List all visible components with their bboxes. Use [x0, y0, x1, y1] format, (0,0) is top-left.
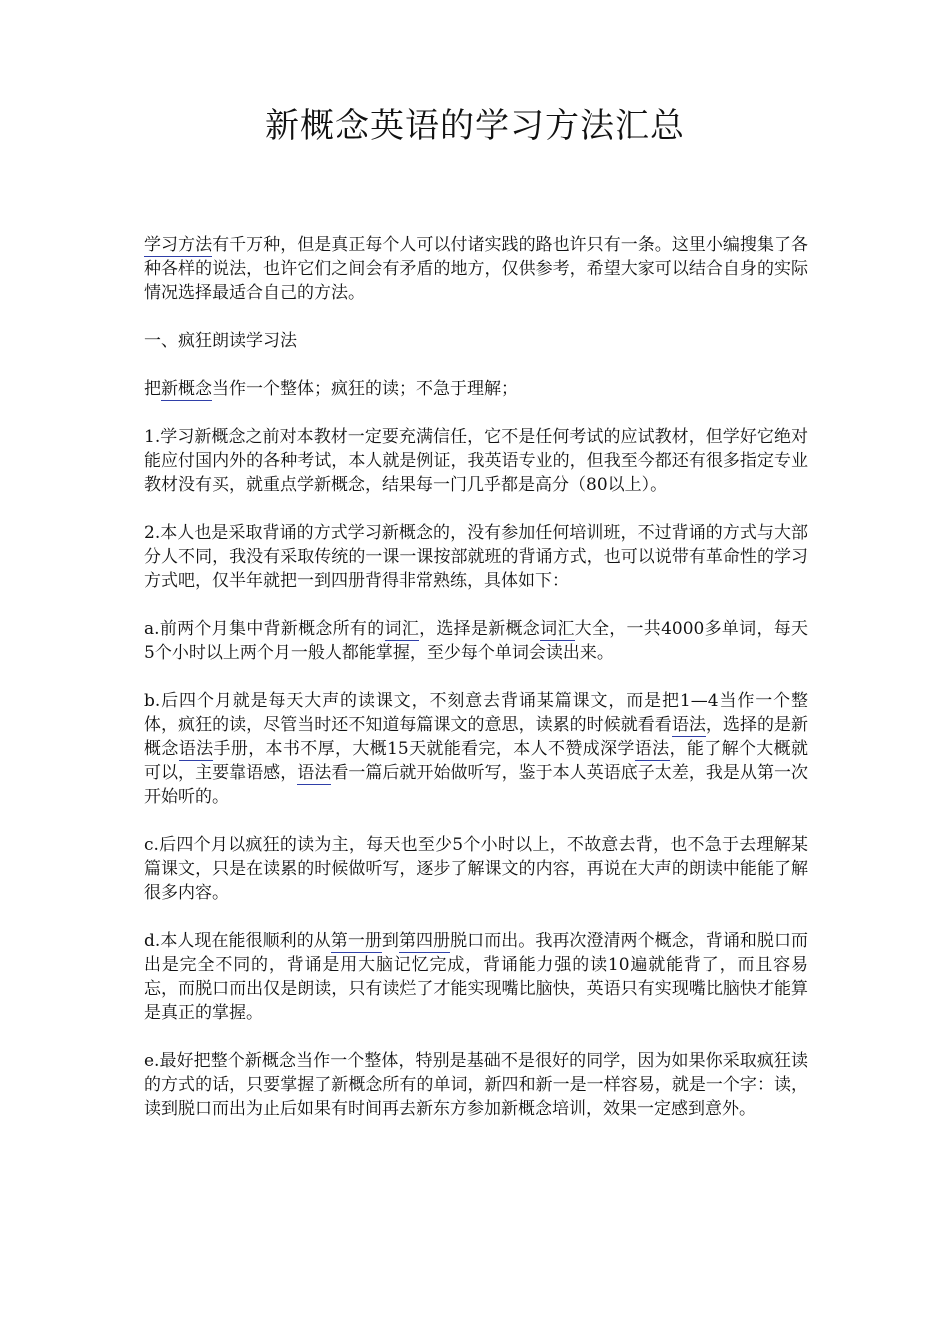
item-e-paragraph: e.最好把整个新概念当作一个整体，特别是基础不是很好的同学，因为如果你采取疯狂读的方式的话，只要掌握了新概念所有的单词，新四和新一是一样容易，就是一个字：读，读到脱口而出为止后如果有时间再去新东方参加新概念培训，效果一定感到意外。 — [144, 1051, 808, 1119]
keyword-link[interactable]: 语法 — [634, 739, 670, 759]
keyword-link[interactable]: 第一册 — [330, 931, 382, 951]
point-1-paragraph: 1.学习新概念之前对本教材一定要充满信任，它不是任何考试的应试教材，但学好它绝对能应付国内外的各种考试，本人就是例证，我英语专业的，但我至今都还有很多指定专业教材没有买，就重点学新概念，结果每一门几乎都是高分（80以上）。 — [144, 427, 808, 495]
keyword-link[interactable]: 第四册 — [398, 931, 451, 951]
paragraph-text: 脱口而出。我再次澄清两个概念，背诵和脱口而出是完全不同的，背诵是用大脑记忆完成，背诵能力强的读10遍就能背了，而且容易忘，而脱口而出仅是朗读，只有读烂了才能实现嘴比脑快，英语只有实现嘴比脑快才能算是真正的掌握。 — [144, 931, 809, 1023]
paragraph-text: b.后四个月就是每天大声的读课文，不刻意去背诵某篇课文，而是把1—4当作一个整体，疯狂的读，尽管当时还不知道每篇课文的意思，读累的时候就看看 — [144, 691, 808, 735]
paragraph-text: 有千万种，但是真正每个人可以付诸实践的路也许只有一条。这里小编搜集了各种各样的说法，也许它们之间会有矛盾的地方，仅供参考，希望大家可以结合自身的实际情况选择最适合自己的方法。 — [144, 235, 809, 303]
document-title: 新概念英语的学习方法汇总 — [265, 106, 685, 146]
keyword-link[interactable]: 词汇 — [384, 619, 420, 639]
item-b-paragraph — [144, 689, 808, 809]
keyword-link[interactable]: 新概念 — [161, 379, 212, 399]
paragraph-text: ，能了解个大概就可以，主要靠语感， — [144, 739, 809, 783]
paragraph-text: ，选择的是新概念 — [144, 715, 809, 759]
item-a-paragraph — [144, 617, 808, 665]
paragraph-text: a.前两个月集中背新概念所有的 — [144, 619, 385, 639]
paragraph-text: 大全，一共4000多单词，每天5个小时以上两个月一般人都能掌握，至少每个单词会读出来。 — [144, 619, 809, 663]
point-2-paragraph: 2.本人也是采取背诵的方式学习新概念的，没有参加任何培训班，不过背诵的方式与大部分人不同，我没有采取传统的一课一课按部就班的背诵方式，也可以说带有革命性的学习方式吧，仅半年就把一到四册背得非常熟练，具体如下： — [144, 523, 808, 591]
keyword-link[interactable]: 语法 — [297, 763, 332, 783]
keyword-link[interactable]: 语法 — [178, 739, 214, 759]
intro-paragraph — [144, 233, 808, 305]
keyword-link[interactable]: 学习方法 — [144, 235, 213, 255]
item-c-paragraph: c.后四个月以疯狂的读为主，每天也至少5个小时以上，不故意去背，也不急于去理解某篇课文，只是在读累的时候做听写，逐步了解课文的内容，再说在大声的朗读中能能了解很多内容。 — [144, 835, 808, 903]
item-d-paragraph — [144, 929, 808, 1025]
keyword-link[interactable]: 语法 — [671, 715, 706, 735]
section-heading: 一、疯狂朗读学习法 — [144, 331, 297, 351]
paragraph-text: 把 — [144, 379, 161, 399]
paragraph-text: 手册，本书不厚，大概15天就能看完，本人不赞成深学 — [213, 739, 635, 759]
summary-paragraph — [144, 377, 808, 401]
paragraph-text: 当作一个整体；疯狂的读；不急于理解； — [212, 379, 518, 399]
keyword-link[interactable]: 词汇 — [540, 619, 575, 639]
paragraph-text: d.本人现在能很顺利的从 — [144, 931, 331, 951]
paragraph-text: ，选择是新概念 — [419, 619, 541, 639]
paragraph-text: 到 — [381, 931, 399, 951]
paragraph-text: 看一篇后就开始做听写，鉴于本人英语底子太差，我是从第一次开始听的。 — [144, 763, 809, 807]
document-body — [144, 233, 808, 1145]
